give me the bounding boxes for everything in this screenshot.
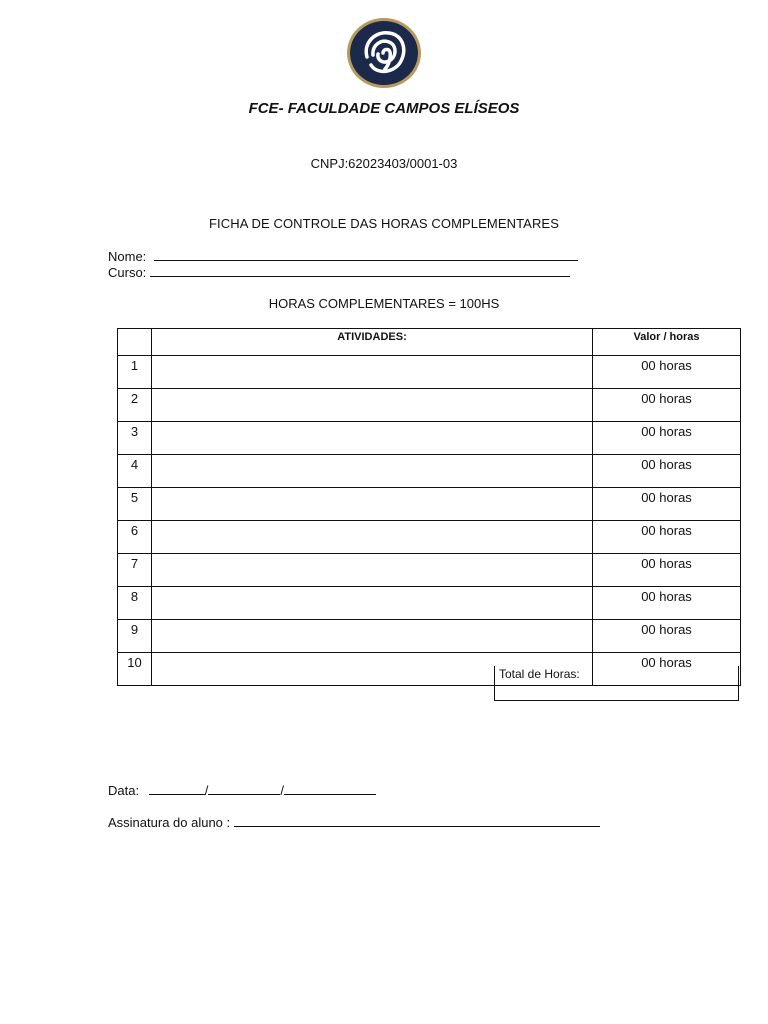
table-row — [118, 587, 741, 620]
table-row — [118, 620, 741, 653]
row-number: 7 — [118, 554, 152, 587]
table-row — [118, 422, 741, 455]
hours-value: 00 horas — [593, 389, 741, 422]
date-field-row — [108, 782, 376, 798]
date-day-field[interactable] — [149, 782, 205, 795]
nome-field[interactable] — [154, 248, 578, 261]
form-title: FICHA DE CONTROLE DAS HORAS COMPLEMENTARES — [209, 216, 559, 231]
curso-field[interactable] — [150, 264, 570, 277]
row-number: 9 — [118, 620, 152, 653]
hours-value: 00 horas — [593, 356, 741, 389]
table-row — [118, 455, 741, 488]
row-number: 5 — [118, 488, 152, 521]
hours-value: 00 horas — [593, 587, 741, 620]
table-header-row — [118, 329, 741, 356]
signature-field[interactable] — [234, 814, 600, 827]
hours-value: 00 horas — [593, 455, 741, 488]
activity-cell[interactable] — [152, 587, 593, 620]
hours-value: 00 horas — [593, 653, 741, 686]
activity-cell[interactable] — [152, 455, 593, 488]
row-number: 4 — [118, 455, 152, 488]
total-hours-box[interactable] — [494, 666, 739, 701]
activity-cell[interactable] — [152, 488, 593, 521]
date-year-field[interactable] — [284, 782, 376, 795]
hours-value: 00 horas — [593, 422, 741, 455]
nome-field-row — [108, 248, 578, 264]
hours-value: 00 horas — [593, 554, 741, 587]
hours-value: 00 horas — [593, 521, 741, 554]
curso-label: Curso: — [108, 265, 147, 280]
institution-logo-icon — [345, 17, 423, 89]
activity-cell[interactable] — [152, 422, 593, 455]
row-number: 10 — [118, 653, 152, 686]
row-number: 1 — [118, 356, 152, 389]
row-number: 8 — [118, 587, 152, 620]
horas-complementares-title: HORAS COMPLEMENTARES = 100HS — [268, 296, 500, 311]
signature-field-row — [108, 814, 600, 830]
institution-name: FCE- FACULDADE CAMPOS ELÍSEOS — [248, 100, 520, 117]
date-separator: / — [204, 783, 209, 798]
table-header-atividades: ATIVIDADES: — [152, 329, 593, 356]
cnpj-text: CNPJ:62023403/0001-03 — [310, 156, 458, 171]
assinatura-label: Assinatura do aluno : — [108, 815, 231, 830]
total-hours-label: Total de Horas: — [499, 667, 580, 681]
table-row — [118, 521, 741, 554]
date-separator: / — [280, 783, 284, 798]
table-row — [118, 488, 741, 521]
table-row — [118, 356, 741, 389]
table-header-num — [118, 329, 152, 356]
row-number: 3 — [118, 422, 152, 455]
activity-cell[interactable] — [152, 389, 593, 422]
row-number: 2 — [118, 389, 152, 422]
activity-cell[interactable] — [152, 554, 593, 587]
date-month-field[interactable] — [208, 782, 280, 795]
hours-value: 00 horas — [593, 488, 741, 521]
table-row — [118, 389, 741, 422]
curso-field-row — [108, 264, 570, 280]
table-header-valor: Valor / horas — [593, 329, 741, 356]
hours-value: 00 horas — [593, 620, 741, 653]
activity-cell[interactable] — [152, 521, 593, 554]
data-label: Data: — [108, 783, 140, 798]
table-row — [118, 554, 741, 587]
activities-table — [117, 328, 741, 686]
activity-cell[interactable] — [152, 620, 593, 653]
activity-cell[interactable] — [152, 356, 593, 389]
nome-label: Nome: — [108, 249, 147, 264]
row-number: 6 — [118, 521, 152, 554]
